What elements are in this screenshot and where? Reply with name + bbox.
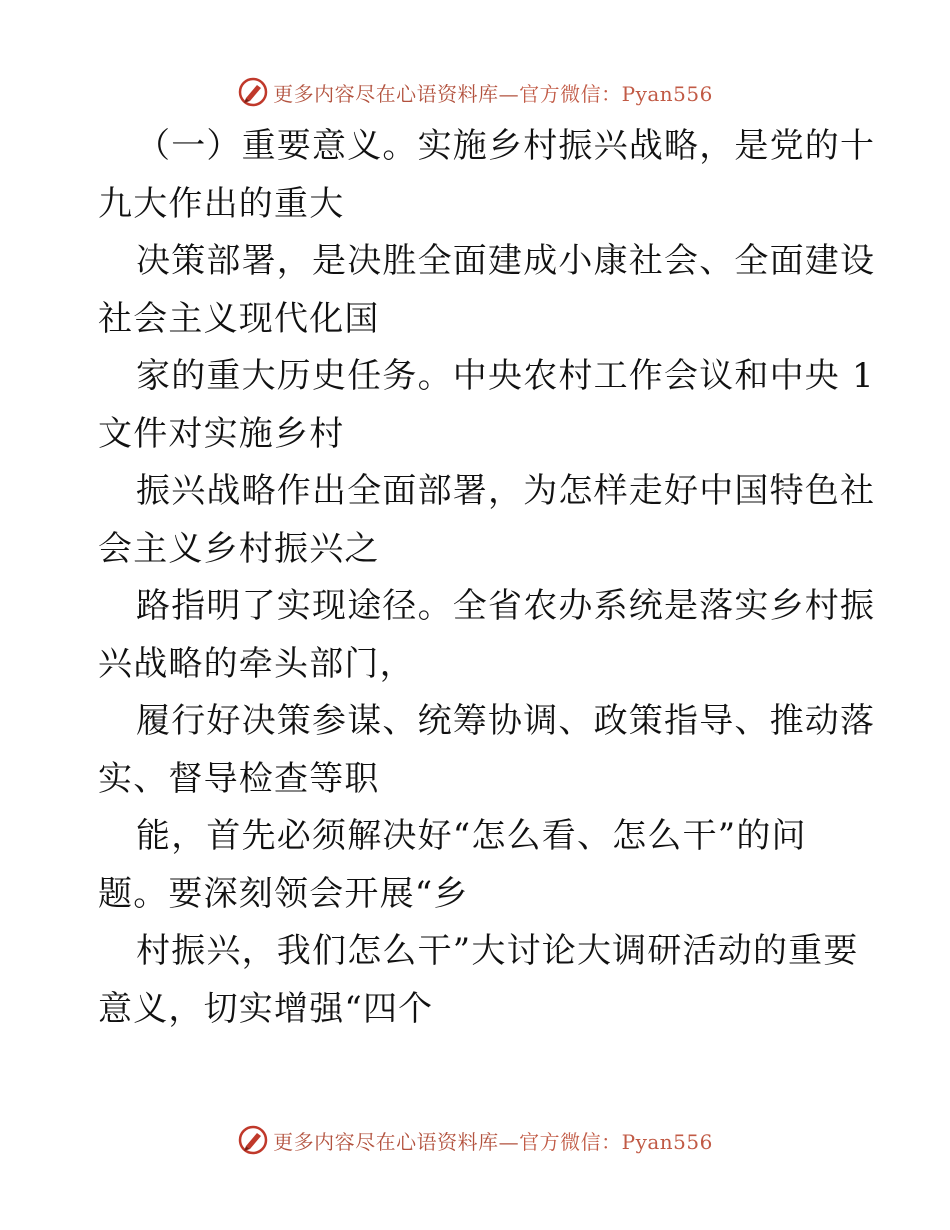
body-line: 兴战略的牵头部门， — [98, 643, 415, 684]
body-line: 路指明了实现途径。全省农办系统是落实乡村振 — [136, 586, 876, 626]
body-line: 村振兴，我们怎么干”大讨论大调研活动的重要 — [136, 931, 859, 971]
body-line: （一）重要意义。实施乡村振兴战略，是党的十 — [136, 126, 876, 166]
banner-text — [273, 78, 713, 107]
body-line: 实、督导检查等职 — [98, 758, 380, 799]
banner-wechat-id: Pyan556 — [621, 1129, 713, 1154]
body-line: 履行好决策参谋、统筹协调、政策指导、推动落 — [136, 701, 876, 741]
body-line: 能，首先必须解决好“怎么看、怎么干”的问 — [136, 816, 807, 856]
header-watermark-banner — [0, 72, 950, 112]
body-line: 九大作出的重大 — [98, 183, 345, 224]
banner-official-label: 官方微信： — [519, 81, 622, 106]
body-line: 决策部署，是决胜全面建成小康社会、全面建设 — [136, 241, 876, 281]
body-line: 题。要深刻领会开展“乡 — [98, 873, 469, 914]
banner-separator: — — [498, 81, 520, 106]
document-body — [98, 118, 876, 1038]
body-line: 社会主义现代化国 — [98, 298, 380, 339]
banner-wechat-id: Pyan556 — [621, 81, 713, 106]
body-line: 会主义乡村振兴之 — [98, 528, 380, 569]
banner-separator: — — [498, 1129, 520, 1154]
banner-text — [273, 1126, 713, 1155]
body-line: 文件对实施乡村 — [98, 413, 345, 454]
body-line: 振兴战略作出全面部署，为怎样走好中国特色社 — [136, 471, 876, 511]
pen-seal-logo-icon — [237, 1124, 269, 1156]
footer-watermark-banner — [0, 1120, 950, 1160]
banner-official-label: 官方微信： — [519, 1129, 622, 1154]
banner-title: 更多内容尽在心语资料库 — [273, 81, 499, 106]
pen-seal-logo-icon — [237, 76, 269, 108]
body-line: 意义，切实增强“四个 — [98, 988, 434, 1029]
banner-title: 更多内容尽在心语资料库 — [273, 1129, 499, 1154]
body-line: 家的重大历史任务。中央农村工作会议和中央 1 — [136, 356, 875, 396]
